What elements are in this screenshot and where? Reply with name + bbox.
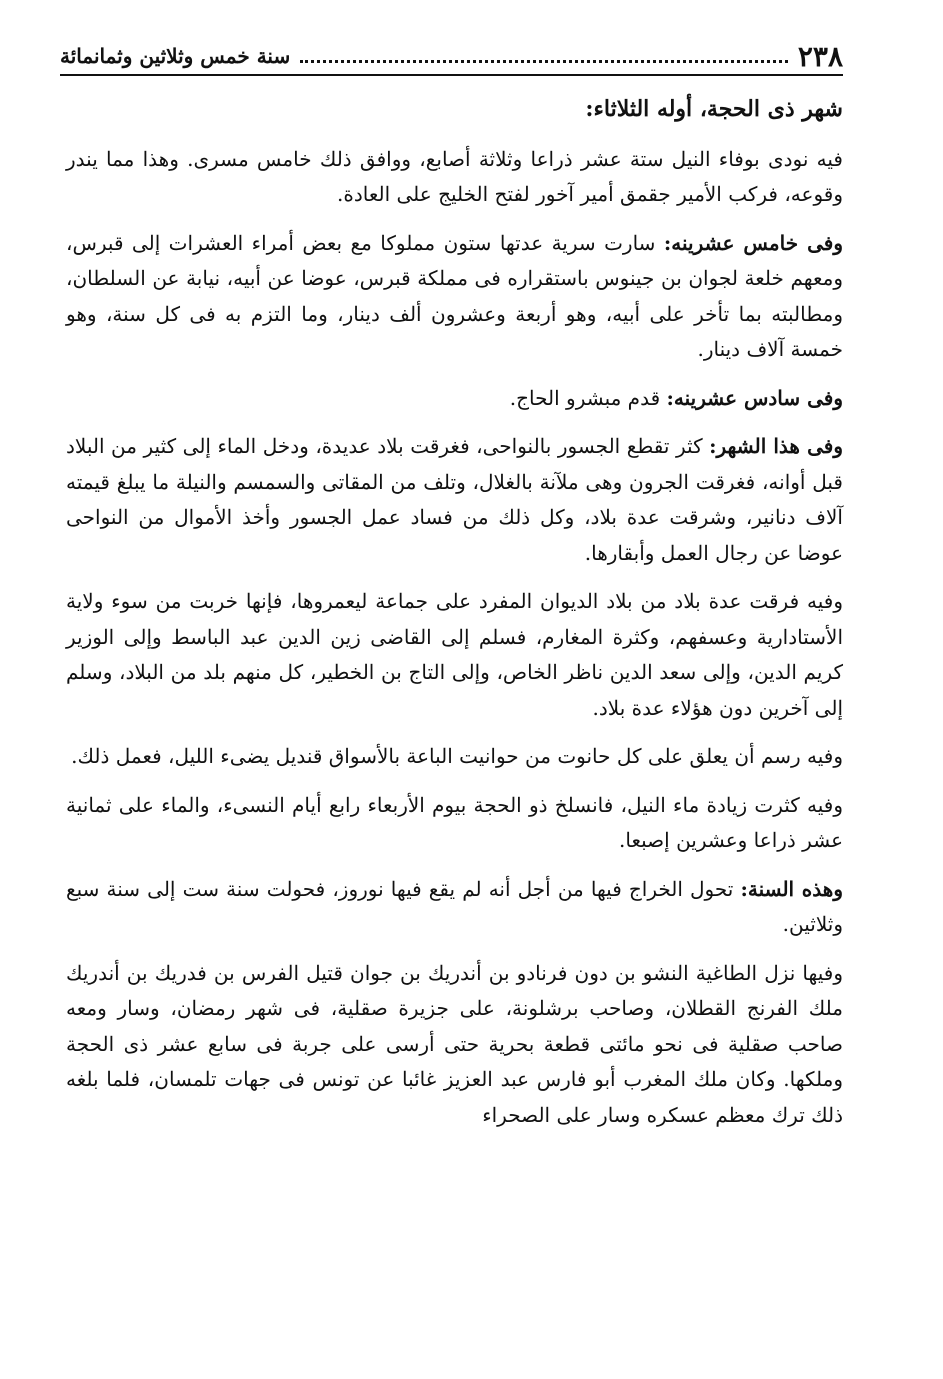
paragraph bbox=[66, 872, 843, 943]
paragraph-text: تحول الخراج فيها من أجل أنه لم يقع فيها نوروز، فحولت سنة ست إلى سنة سبع وثلاثين. bbox=[66, 876, 843, 936]
paragraph-text: كثر تقطع الجسور بالنواحى، فغرقت بلاد عديدة، ودخل الماء إلى كثير من البلاد قبل أوانه، فغرقت الجرون وهى ملآنة بالغلال، وتلف من المقاتى والسمسم والنيلة ما يبلغ قيمته آلاف دنانير، وشرقت عدة بلاد، وكل ذلك من فساد عمل الجسور وأخذ الأموال من النواحى عوضا عن رجال العمل وأبقارها. bbox=[66, 434, 843, 565]
paragraph-text: وفيه فرقت عدة بلاد من بلاد الديوان المفرد على جماعة ليعمروها، فإنها خربت من سوء ولاية الأستادارية وعسفهم، وكثرة المغارم، فسلم إلى القاضى زين الدين عبد الباسط وإلى الوزير كريم الدين، وإلى سعد الدين ناظر الخاص، وإلى التاج بن الخطير، كل منهم بلد من البلاد، وسلم إلى آخرين دون هؤلاء عدة بلاد. bbox=[66, 589, 843, 720]
paragraph bbox=[66, 429, 843, 571]
page-number: ٢٣٨ bbox=[797, 39, 843, 73]
paragraph-lead: وفى هذا الشهر: bbox=[709, 434, 843, 458]
paragraph-text: سارت سرية عدتها ستون مملوكا مع بعض أمراء العشرات إلى قبرس، ومعهم خلعة لجوان بن جينوس باستقراره فى مملكة قبرس، عوضا عن أبيه، نيابة عن السلطان، ومطالبته بما تأخر على أبيه، وهو أربعة وعشرون ألف دينار، وما التزم به فى كل سنة، وهو خمسة آلاف دينار. bbox=[66, 230, 843, 361]
body-text bbox=[66, 92, 843, 1146]
leader-dots bbox=[300, 60, 788, 63]
running-head bbox=[60, 38, 843, 76]
paragraph-lead: وفى سادس عشرينه: bbox=[666, 385, 843, 410]
paragraph-text: وفيه كثرت زيادة ماء النيل، فانسلخ ذو الحجة بيوم الأربعاء رابع أيام النسىء، والماء على ثمانية عشر ذراعا وعشرين إصبعا. bbox=[66, 792, 843, 852]
paragraph bbox=[66, 226, 843, 368]
paragraph bbox=[66, 142, 843, 213]
month-heading: شهر ذى الحجة، أوله الثلاثاء: bbox=[585, 96, 843, 122]
paragraph-lead: وفى خامس عشرينه: bbox=[663, 230, 844, 255]
paragraph bbox=[66, 788, 843, 859]
paragraph-text: وفيها نزل الطاغية النشو بن دون فرنادو بن أندريك بن جوان قتيل الفرس بن فدريك بن أندريك ملك الفرنج القطلان، وصاحب برشلونة، على جزيرة صقلية، فى شهر رمضان، وسار ومعه صاحب صقلية فى نحو مائتى قطعة بحرية حتى أرسى على جربة فى سابع عشر ذى الحجة وملكها. وكان ملك المغرب أبو فارس عبد العزيز غائبا عن تونس فى جهات تلمسان، فلما بلغه ذلك ترك معظم عسكره وسار على الصحراء bbox=[66, 960, 843, 1127]
running-title: سنة خمس وثلاثين وثمانمائة bbox=[60, 44, 291, 68]
paragraph bbox=[66, 381, 843, 417]
paragraph-text: قدم مبشرو الحاج. bbox=[509, 385, 667, 410]
paragraph-lead: وهذه السنة: bbox=[740, 876, 843, 901]
paragraph bbox=[66, 584, 843, 726]
paragraph-text: فيه نودى بوفاء النيل ستة عشر ذراعا وثلاثة أصابع، ووافق ذلك خامس مسرى. وهذا مما يندر وقوعه، فركب الأمير جقمق أمير آخور لفتح الخليج على العادة. bbox=[66, 146, 843, 206]
paragraph bbox=[66, 739, 843, 775]
paragraph-text: وفيه رسم أن يعلق على كل حانوت من حوانيت الباعة بالأسواق قنديل يضىء الليل، فعمل ذلك. bbox=[71, 744, 843, 768]
paragraph bbox=[66, 956, 843, 1134]
